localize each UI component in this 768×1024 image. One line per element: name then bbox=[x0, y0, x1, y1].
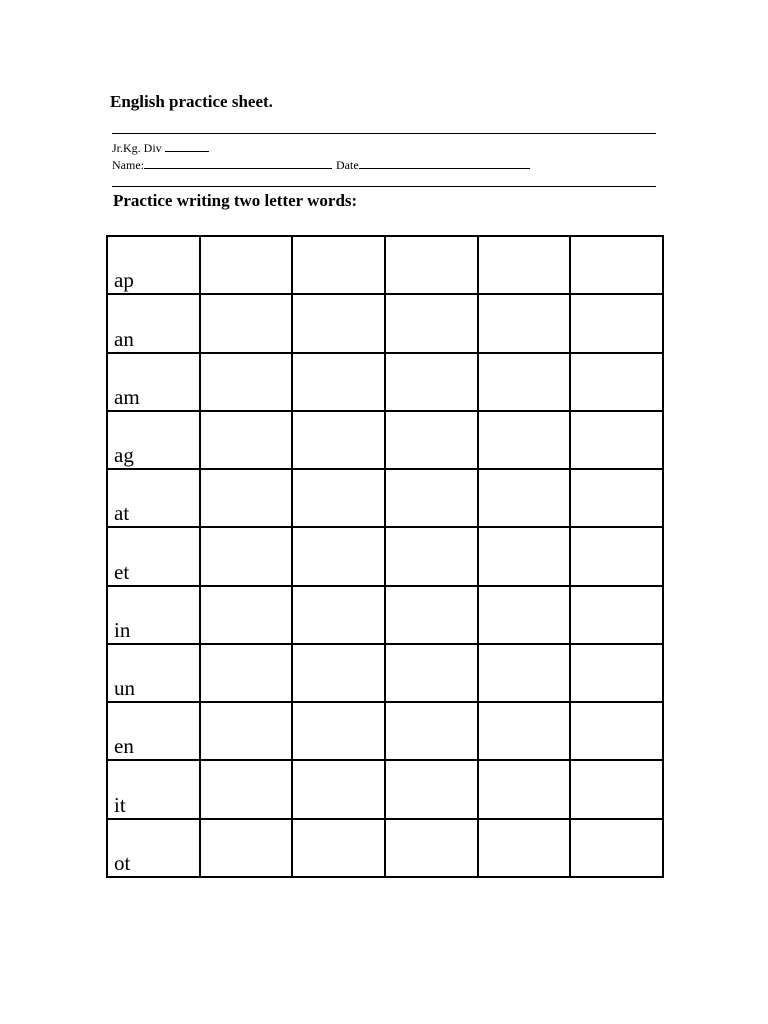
practice-row bbox=[107, 411, 663, 469]
practice-grid-body bbox=[107, 236, 663, 877]
writing-cell[interactable] bbox=[478, 294, 571, 352]
practice-row bbox=[107, 586, 663, 644]
word-cell: am bbox=[107, 353, 200, 411]
sheet-title: English practice sheet. bbox=[110, 92, 273, 111]
name-date-line bbox=[112, 157, 530, 172]
name-blank[interactable] bbox=[144, 157, 332, 169]
practice-row bbox=[107, 819, 663, 877]
writing-cell[interactable] bbox=[570, 819, 663, 877]
writing-cell[interactable] bbox=[292, 527, 385, 585]
practice-row bbox=[107, 353, 663, 411]
writing-cell[interactable] bbox=[385, 236, 478, 294]
writing-cell[interactable] bbox=[292, 294, 385, 352]
writing-cell[interactable] bbox=[200, 411, 293, 469]
writing-cell[interactable] bbox=[570, 294, 663, 352]
name-label: Name: bbox=[112, 158, 144, 172]
writing-cell[interactable] bbox=[292, 760, 385, 818]
writing-cell[interactable] bbox=[570, 353, 663, 411]
word-cell: in bbox=[107, 586, 200, 644]
writing-cell[interactable] bbox=[292, 353, 385, 411]
division-blank[interactable] bbox=[165, 140, 209, 152]
writing-cell[interactable] bbox=[478, 527, 571, 585]
practice-row bbox=[107, 702, 663, 760]
writing-cell[interactable] bbox=[200, 586, 293, 644]
writing-cell[interactable] bbox=[570, 236, 663, 294]
word-cell: et bbox=[107, 527, 200, 585]
writing-cell[interactable] bbox=[385, 586, 478, 644]
practice-row bbox=[107, 760, 663, 818]
writing-cell[interactable] bbox=[292, 644, 385, 702]
writing-cell[interactable] bbox=[570, 411, 663, 469]
writing-cell[interactable] bbox=[570, 760, 663, 818]
bottom-divider bbox=[112, 186, 656, 187]
word-cell: ot bbox=[107, 819, 200, 877]
writing-cell[interactable] bbox=[292, 236, 385, 294]
writing-cell[interactable] bbox=[478, 760, 571, 818]
writing-cell[interactable] bbox=[478, 586, 571, 644]
writing-cell[interactable] bbox=[385, 702, 478, 760]
date-blank[interactable] bbox=[359, 157, 530, 169]
word-cell: an bbox=[107, 294, 200, 352]
writing-cell[interactable] bbox=[292, 469, 385, 527]
writing-cell[interactable] bbox=[570, 644, 663, 702]
writing-cell[interactable] bbox=[385, 469, 478, 527]
word-cell: ap bbox=[107, 236, 200, 294]
writing-cell[interactable] bbox=[200, 469, 293, 527]
writing-cell[interactable] bbox=[200, 527, 293, 585]
writing-cell[interactable] bbox=[200, 760, 293, 818]
writing-cell[interactable] bbox=[385, 527, 478, 585]
writing-cell[interactable] bbox=[200, 819, 293, 877]
writing-cell[interactable] bbox=[385, 760, 478, 818]
writing-cell[interactable] bbox=[292, 702, 385, 760]
practice-row bbox=[107, 294, 663, 352]
word-cell: ag bbox=[107, 411, 200, 469]
practice-grid bbox=[106, 235, 664, 878]
practice-row bbox=[107, 527, 663, 585]
writing-cell[interactable] bbox=[570, 469, 663, 527]
writing-cell[interactable] bbox=[385, 294, 478, 352]
writing-cell[interactable] bbox=[478, 469, 571, 527]
writing-cell[interactable] bbox=[200, 702, 293, 760]
writing-cell[interactable] bbox=[385, 644, 478, 702]
writing-cell[interactable] bbox=[292, 411, 385, 469]
writing-cell[interactable] bbox=[385, 411, 478, 469]
word-cell: it bbox=[107, 760, 200, 818]
writing-cell[interactable] bbox=[478, 702, 571, 760]
word-cell: en bbox=[107, 702, 200, 760]
practice-row bbox=[107, 644, 663, 702]
class-division-line bbox=[112, 140, 209, 155]
writing-cell[interactable] bbox=[478, 411, 571, 469]
writing-cell[interactable] bbox=[292, 586, 385, 644]
word-cell: un bbox=[107, 644, 200, 702]
writing-cell[interactable] bbox=[385, 819, 478, 877]
practice-row bbox=[107, 236, 663, 294]
instruction-heading: Practice writing two letter words: bbox=[113, 191, 358, 210]
writing-cell[interactable] bbox=[570, 527, 663, 585]
practice-row bbox=[107, 469, 663, 527]
writing-cell[interactable] bbox=[478, 644, 571, 702]
writing-cell[interactable] bbox=[570, 702, 663, 760]
writing-cell[interactable] bbox=[200, 353, 293, 411]
writing-cell[interactable] bbox=[478, 353, 571, 411]
date-label: Date bbox=[336, 158, 359, 172]
writing-cell[interactable] bbox=[478, 819, 571, 877]
word-cell: at bbox=[107, 469, 200, 527]
top-divider bbox=[112, 133, 656, 134]
writing-cell[interactable] bbox=[200, 236, 293, 294]
writing-cell[interactable] bbox=[478, 236, 571, 294]
writing-cell[interactable] bbox=[292, 819, 385, 877]
writing-cell[interactable] bbox=[570, 586, 663, 644]
class-label: Jr.Kg. Div bbox=[112, 141, 162, 155]
writing-cell[interactable] bbox=[200, 294, 293, 352]
writing-cell[interactable] bbox=[200, 644, 293, 702]
writing-cell[interactable] bbox=[385, 353, 478, 411]
